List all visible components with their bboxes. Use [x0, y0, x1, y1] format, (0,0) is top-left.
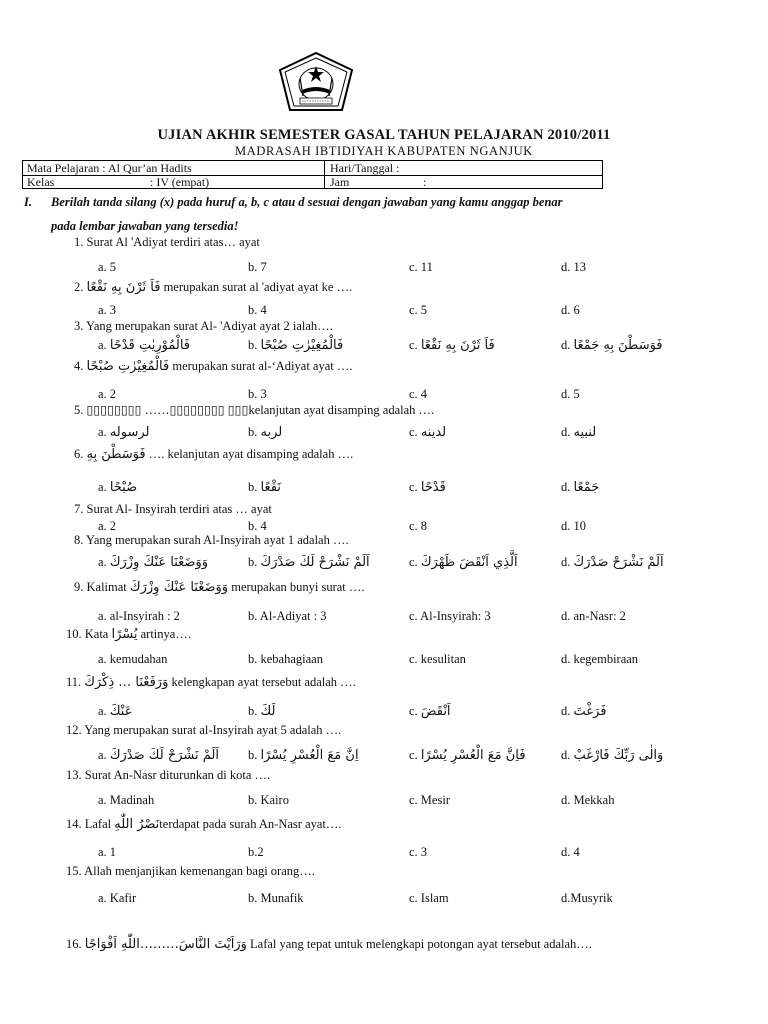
- option-a[interactable]: [98, 891, 136, 906]
- option-c[interactable]: [409, 555, 518, 570]
- instruction-line-2: pada lembar jawaban yang tersedia!: [51, 219, 239, 233]
- option-arabic: اِنَّ مَعَ الْعُسْرِ يُسْرًا: [260, 748, 359, 763]
- option-arabic: فَرَغْتَ: [573, 704, 607, 719]
- option-b[interactable]: [248, 387, 267, 402]
- option-letter: d.: [561, 480, 574, 494]
- option-text: b. kebahagiaan: [248, 652, 323, 666]
- question-text: Surat Al- Insyirah terdiri atas … ayat: [86, 502, 272, 516]
- option-text: b. Al-Adiyat : 3: [248, 609, 327, 623]
- option-arabic: اَلَمْ نَشْرَحْ لَكَ صَدْرَكَ: [109, 748, 219, 763]
- option-text: d. Mekkah: [561, 793, 615, 807]
- option-text: c. 3: [409, 845, 428, 859]
- arabic-verse: فَوَسَطْنَ بِهِ: [86, 447, 146, 462]
- question-text: merupakan bunyi surat ….: [228, 580, 365, 594]
- arabic-verse: وَرَفَعْنَا … ذِكْرَكَ: [84, 675, 169, 690]
- option-b[interactable]: [248, 748, 359, 763]
- question-text: kelengkapan ayat tersebut adalah ….: [168, 675, 356, 689]
- question-text: Yang merupakan surat al-Insyirah ayat 5 adalah ….: [84, 723, 342, 737]
- option-a[interactable]: [98, 387, 116, 402]
- time-colon: :: [423, 175, 427, 189]
- option-b[interactable]: [248, 845, 264, 860]
- school-logo: [276, 50, 356, 114]
- option-c[interactable]: [409, 652, 466, 667]
- option-b[interactable]: [248, 338, 343, 353]
- option-a[interactable]: [98, 480, 137, 495]
- arabic-verse: نَصْرُ اللّٰهِ: [114, 817, 160, 832]
- question-number: 6.: [74, 447, 87, 461]
- option-letter: a.: [98, 748, 110, 762]
- option-text: d. 6: [561, 303, 580, 317]
- option-text: a. Madinah: [98, 793, 155, 807]
- option-text: d. 4: [561, 845, 580, 859]
- question-text: …. kelanjutan ayat disamping adalah ….: [145, 447, 354, 461]
- option-letter: c.: [409, 748, 421, 762]
- question-number: 4.: [74, 359, 87, 373]
- option-b[interactable]: [248, 303, 267, 318]
- option-text: c. kesulitan: [409, 652, 466, 666]
- question-text: Surat An-Nasr diturunkan di kota ….: [84, 768, 271, 782]
- option-d[interactable]: [561, 387, 580, 402]
- question-number: 9.: [74, 580, 87, 594]
- question-8: [74, 533, 349, 548]
- question-text: Yang merupakan surat Al- 'Adiyat ayat 2 ialah….: [86, 319, 333, 333]
- option-text: b. Kairo: [248, 793, 289, 807]
- option-text: b. 4: [248, 303, 267, 317]
- option-c[interactable]: [409, 480, 446, 495]
- exam-title: UJIAN AKHIR SEMESTER GASAL TAHUN PELAJARAN 2010/2011: [157, 127, 611, 143]
- option-b[interactable]: [248, 425, 282, 440]
- option-d[interactable]: [561, 555, 664, 570]
- option-letter: d.: [561, 338, 574, 352]
- option-c[interactable]: [409, 891, 449, 906]
- option-d[interactable]: [561, 652, 638, 667]
- option-d[interactable]: [561, 260, 586, 275]
- option-c[interactable]: [409, 748, 525, 763]
- option-c[interactable]: [409, 519, 427, 534]
- option-c[interactable]: [409, 303, 427, 318]
- option-letter: b.: [248, 425, 261, 439]
- option-c[interactable]: [409, 425, 446, 440]
- option-b[interactable]: [248, 260, 267, 275]
- option-text: a. 2: [98, 519, 117, 533]
- option-d[interactable]: [561, 793, 614, 808]
- option-d[interactable]: [561, 704, 606, 719]
- option-d[interactable]: [561, 303, 580, 318]
- option-letter: b.: [248, 338, 261, 352]
- option-arabic: لنبيه: [573, 425, 597, 440]
- option-text: c. Mesir: [409, 793, 450, 807]
- option-b[interactable]: [248, 891, 304, 906]
- option-text: d.Musyrik: [561, 891, 613, 905]
- option-text: a. 5: [98, 260, 117, 274]
- arabic-verse: يُسْرًا: [111, 627, 138, 642]
- option-letter: c.: [409, 338, 421, 352]
- option-c[interactable]: [409, 793, 450, 808]
- option-b[interactable]: [248, 793, 289, 808]
- option-arabic: عَنْكَ: [109, 704, 133, 719]
- option-arabic: فَاَ ثَرْنَ بِهِ نَقْعًا: [420, 338, 495, 353]
- option-text: c. 4: [409, 387, 428, 401]
- option-c[interactable]: [409, 845, 427, 860]
- option-text: c. 5: [409, 303, 428, 317]
- option-d[interactable]: [561, 519, 586, 534]
- option-arabic: وَوَضَعْنَا عَنْكَ وِزْرَكَ: [109, 555, 209, 570]
- question-2: [74, 280, 352, 295]
- option-arabic: جَمْعًا: [573, 480, 600, 495]
- option-text: b. 7: [248, 260, 267, 274]
- time-label: Jam: [330, 175, 350, 189]
- option-b[interactable]: [248, 555, 370, 570]
- option-d[interactable]: [561, 480, 599, 495]
- option-arabic: اَلَمْ نَشْرَحْ صَدْرَكَ: [573, 555, 664, 570]
- question-1: [74, 235, 260, 250]
- option-c[interactable]: [409, 338, 495, 353]
- question-prefix: Lafal: [84, 817, 115, 831]
- option-text: a. kemudahan: [98, 652, 168, 666]
- option-d[interactable]: [561, 845, 580, 860]
- class-label: Kelas: [27, 175, 55, 189]
- option-a[interactable]: [98, 704, 132, 719]
- question-number: 1.: [74, 235, 87, 249]
- question-text: terdapat pada surah An-Nasr ayat….: [159, 817, 342, 831]
- question-prefix: Kalimat: [86, 580, 130, 594]
- option-a[interactable]: [98, 555, 208, 570]
- option-arabic: قَدْحًا: [420, 480, 446, 495]
- arabic-verse: فَاَ ثَرْنَ بِهِ نَقْعًا: [86, 280, 161, 295]
- option-text: b. 3: [248, 387, 267, 401]
- option-arabic: اَلَمْ نَشْرَحْ لَكَ صَدْرَكَ: [260, 555, 370, 570]
- option-a[interactable]: [98, 260, 116, 275]
- question-number: 12.: [66, 723, 85, 737]
- option-letter: a.: [98, 480, 110, 494]
- option-a[interactable]: [98, 609, 180, 624]
- option-letter: a.: [98, 425, 110, 439]
- option-a[interactable]: [98, 338, 190, 353]
- question-12: [66, 723, 341, 738]
- question-15: [66, 864, 315, 879]
- option-a[interactable]: [98, 519, 116, 534]
- question-number: 2.: [74, 280, 87, 294]
- option-text: c. 11: [409, 260, 433, 274]
- option-text: b. 4: [248, 519, 267, 533]
- option-d[interactable]: [561, 425, 596, 440]
- option-text: c. Islam: [409, 891, 449, 905]
- option-c[interactable]: [409, 387, 427, 402]
- subject-label: Mata Pelajaran : Al Qur’an Hadits: [27, 161, 192, 175]
- option-letter: b.: [248, 704, 261, 718]
- option-text: c. Al-Insyirah: 3: [409, 609, 491, 623]
- question-10: [66, 627, 191, 642]
- option-c[interactable]: [409, 609, 491, 624]
- section-number: I.: [24, 195, 32, 209]
- question-number: 11.: [66, 675, 85, 689]
- option-c[interactable]: [409, 260, 433, 275]
- question-text: Lafal yang tepat untuk melengkapi potongan ayat tersebut adalah….: [246, 937, 592, 951]
- instruction-line-1: Berilah tanda silang (x) pada huruf a, b, c atau d sesuai dengan jawaban yang kamu anggap benar: [51, 195, 563, 209]
- option-letter: a.: [98, 338, 110, 352]
- question-number: 15.: [66, 864, 85, 878]
- question-text: Allah menjanjikan kemenangan bagi orang….: [84, 864, 315, 878]
- option-a[interactable]: [98, 748, 219, 763]
- question-number: 5.: [74, 403, 87, 417]
- option-text: a. 3: [98, 303, 117, 317]
- option-arabic: لَكَ: [260, 704, 276, 719]
- question-7: [74, 502, 272, 517]
- question-text: Surat Al 'Adiyat terdiri atas… ayat: [86, 235, 260, 249]
- question-text: merupakan surat al-‘Adiyat ayat ….: [169, 359, 353, 373]
- question-text: ▯▯▯▯▯▯▯▯ ……▯▯▯▯▯▯▯▯ ▯▯▯kelanjutan ayat disamping adalah ….: [86, 403, 435, 417]
- option-c[interactable]: [409, 704, 451, 719]
- option-b[interactable]: [248, 704, 275, 719]
- option-text: d. 13: [561, 260, 586, 274]
- option-d[interactable]: [561, 609, 626, 624]
- option-b[interactable]: [248, 480, 281, 495]
- option-letter: c.: [409, 480, 421, 494]
- option-letter: c.: [409, 425, 421, 439]
- option-d[interactable]: [561, 748, 663, 763]
- question-11: [66, 675, 356, 690]
- option-arabic: اَلَّذِي اَنْقَضَ ظَهْرَكَ: [420, 555, 518, 570]
- option-a[interactable]: [98, 793, 154, 808]
- arabic-verse: فَالْمُغِيْرٰتِ صُبْحًا: [86, 359, 170, 374]
- option-d[interactable]: [561, 891, 613, 906]
- option-arabic: لربه: [260, 425, 283, 440]
- option-text: c. 8: [409, 519, 428, 533]
- question-number: 7.: [74, 502, 87, 516]
- school-name: MADRASAH IBTIDIYAH KABUPATEN NGANJUK: [235, 144, 533, 158]
- option-b[interactable]: [248, 519, 267, 534]
- option-letter: b.: [248, 555, 261, 569]
- exam-info-table: [22, 160, 603, 189]
- question-number: 8.: [74, 533, 87, 547]
- class-value: : IV (empat): [150, 175, 210, 189]
- option-a[interactable]: [98, 845, 116, 860]
- question-9: [74, 580, 365, 595]
- option-letter: d.: [561, 425, 574, 439]
- arabic-verse: وَوَضَعْنَا عَنْكَ وِزْرَكَ: [129, 580, 229, 595]
- arabic-verse: وَرَاَيْتَ النَّاسَ………اللّٰهِ اَفْوَاجًا: [84, 937, 247, 952]
- question-text: artinya….: [137, 627, 191, 641]
- question-number: 16.: [66, 937, 85, 951]
- question-14: [66, 817, 342, 832]
- option-letter: a.: [98, 555, 110, 569]
- option-d[interactable]: [561, 338, 663, 353]
- question-16: [66, 937, 592, 952]
- option-arabic: نَقْعًا: [260, 480, 281, 495]
- option-letter: c.: [409, 555, 421, 569]
- question-number: 3.: [74, 319, 87, 333]
- question-text: Yang merupakan surah Al-Insyirah ayat 1 adalah ….: [86, 533, 349, 547]
- option-text: d. kegembiraan: [561, 652, 639, 666]
- question-text: merupakan surat al 'adiyat ayat ke ….: [160, 280, 353, 294]
- option-text: b.2: [248, 845, 264, 859]
- option-letter: d.: [561, 555, 574, 569]
- option-text: a. 1: [98, 845, 117, 859]
- option-text: d. an-Nasr: 2: [561, 609, 626, 623]
- option-a[interactable]: [98, 652, 167, 667]
- option-arabic: فَوَسَطْنَ بِهِ جَمْعًا: [573, 338, 663, 353]
- option-b[interactable]: [248, 609, 326, 624]
- question-number: 13.: [66, 768, 85, 782]
- option-text: d. 10: [561, 519, 586, 533]
- option-text: a. Kafir: [98, 891, 137, 905]
- option-text: a. al-Insyirah : 2: [98, 609, 180, 623]
- question-number: 10.: [66, 627, 85, 641]
- option-letter: c.: [409, 704, 421, 718]
- option-arabic: فَالْمُغِيْرٰتِ صُبْحًا: [260, 338, 344, 353]
- option-text: a. 2: [98, 387, 117, 401]
- question-5: [74, 402, 434, 418]
- option-arabic: اَنْقَضَ: [420, 704, 451, 719]
- option-letter: d.: [561, 704, 574, 718]
- option-letter: b.: [248, 480, 261, 494]
- question-3: [74, 319, 333, 334]
- option-b[interactable]: [248, 652, 323, 667]
- option-letter: b.: [248, 748, 261, 762]
- date-label: Hari/Tanggal :: [330, 161, 400, 175]
- question-4: [74, 359, 352, 374]
- option-arabic: فَاِنَّ مَعَ الْعُسْرِ يُسْرًا: [420, 748, 526, 763]
- option-letter: d.: [561, 748, 574, 762]
- question-prefix: Kata: [84, 627, 112, 641]
- option-text: b. Munafik: [248, 891, 304, 905]
- option-a[interactable]: [98, 303, 116, 318]
- question-6: [74, 447, 353, 462]
- option-arabic: لرسوله: [109, 425, 150, 440]
- option-text: d. 5: [561, 387, 580, 401]
- option-arabic: لدينه: [420, 425, 447, 440]
- option-a[interactable]: [98, 425, 150, 440]
- question-13: [66, 768, 270, 783]
- option-arabic: صُبْحًا: [109, 480, 138, 495]
- option-arabic: فَالْمُوْرِيٰتِ قَدْحًا: [109, 338, 191, 353]
- question-number: 14.: [66, 817, 85, 831]
- option-arabic: وَالٰى رَبِّكَ فَارْغَبْ: [573, 748, 664, 763]
- option-letter: a.: [98, 704, 110, 718]
